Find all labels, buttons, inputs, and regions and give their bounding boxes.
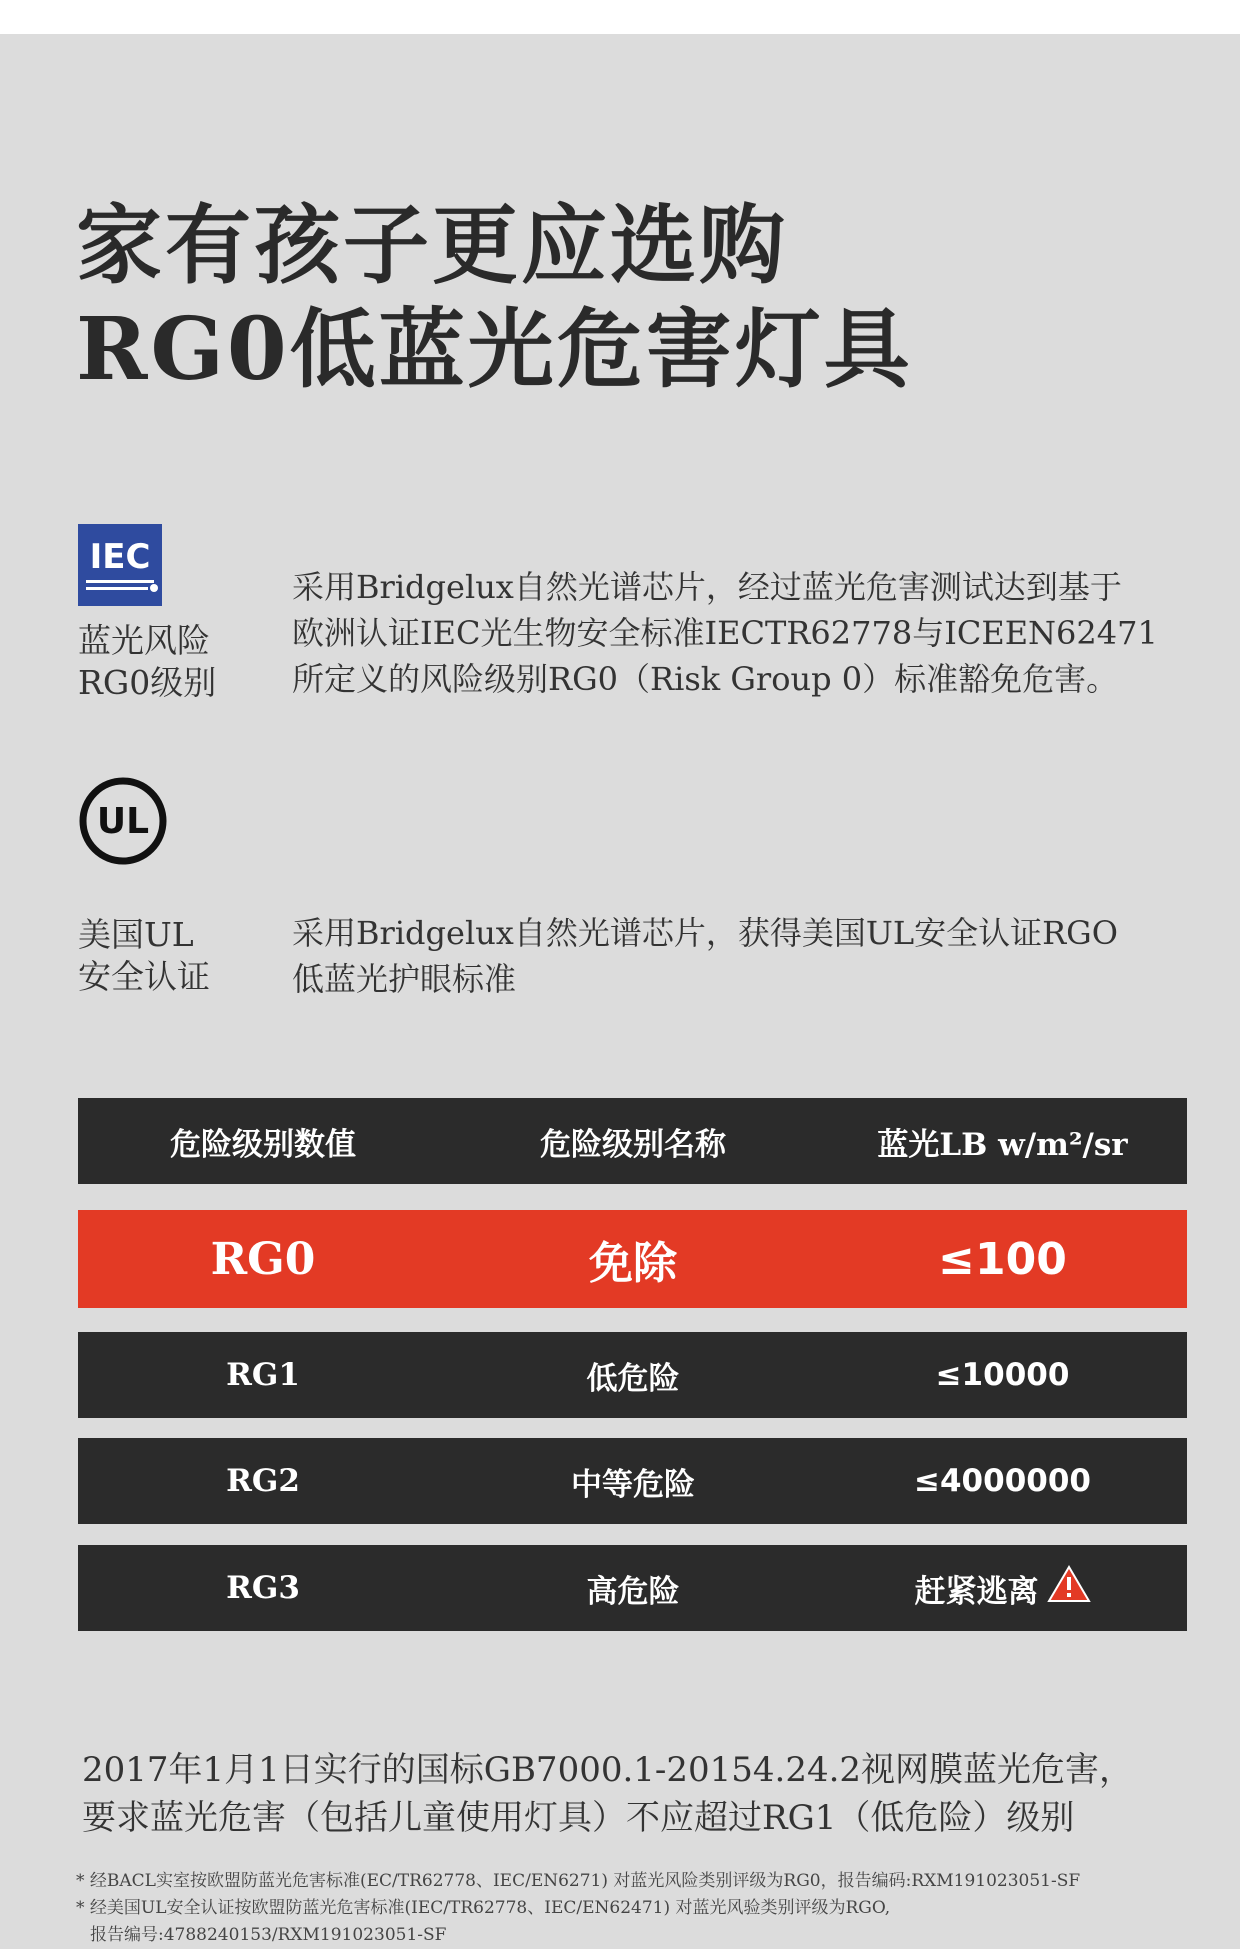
footnote-1: * 经BACL实室按欧盟防蓝光危害标准(EC/TR62778、IEC/EN6271) 对蓝光风险类别评级为RG0，报告编码:RXM191023051-SF xyxy=(76,1871,1081,1891)
cert-ul-label xyxy=(78,914,210,998)
cert-ul-label-1: 美国UL xyxy=(78,915,194,954)
cert-ul-label-2: 安全认证 xyxy=(78,957,210,996)
top-strip xyxy=(0,0,1240,34)
cert-ul-desc-2: 低蓝光护眼标准 xyxy=(292,960,517,998)
row-rg0-value: ≤100 xyxy=(938,1233,1067,1285)
table-row xyxy=(78,1545,1187,1631)
row-rg1-level: RG1 xyxy=(226,1357,300,1393)
header-risk-name: 危险级别名称 xyxy=(540,1126,726,1163)
cert-iec-description xyxy=(292,564,1232,702)
row-rg0-level: RG0 xyxy=(210,1233,316,1285)
page-title xyxy=(76,194,913,402)
header-risk-value: 危险级别数值 xyxy=(170,1126,356,1163)
row-rg2-value: ≤4000000 xyxy=(914,1463,1091,1499)
row-rg1-name: 低危险 xyxy=(586,1360,680,1397)
footer-line-2: 要求蓝光危害（包括儿童使用灯具）不应超过RG1（低危险）级别 xyxy=(82,1798,1075,1838)
row-rg3-name: 高危险 xyxy=(586,1573,680,1610)
footnotes xyxy=(76,1868,1080,1949)
page xyxy=(0,34,1240,1945)
header-blue-light: 蓝光LB w/m²/sr xyxy=(877,1126,1128,1163)
iec-logo-icon xyxy=(78,524,162,610)
cert-iec-label-2: RG0级别 xyxy=(78,663,217,702)
table-row xyxy=(78,1210,1187,1308)
title-line-2: RG0低蓝光危害灯具 xyxy=(76,299,913,400)
ul-logo-icon xyxy=(78,776,168,870)
svg-text:IEC: IEC xyxy=(89,537,151,577)
row-rg2-level: RG2 xyxy=(226,1463,300,1499)
cert-iec-label xyxy=(78,620,216,704)
cert-ul-desc-1: 采用Bridgelux自然光谱芯片，获得美国UL安全认证RGO xyxy=(292,914,1118,952)
footnote-3: 报告编号:4788240153/RXM191023051-SF xyxy=(90,1925,447,1945)
footnote-2: * 经美国UL安全认证按欧盟防蓝光危害标准(IEC/TR62778、IEC/EN62471) 对蓝光风验类别评级为RGO, xyxy=(76,1898,891,1918)
cert-iec-label-1: 蓝光风险 xyxy=(78,621,210,660)
cert-iec-desc-2: 欧洲认证IEC光生物安全标准IECTR62778与ICEEN62471 xyxy=(292,614,1158,652)
footer-line-1: 2017年1月1日实行的国标GB7000.1-20154.24.2视网膜蓝光危害， xyxy=(82,1750,1134,1790)
cert-iec-desc-3: 所定义的风险级别RG0（Risk Group 0）标准豁免危害。 xyxy=(292,660,1119,698)
footer-standard-note xyxy=(82,1746,1133,1842)
cert-ul-description xyxy=(292,910,1232,1002)
warning-triangle-icon xyxy=(1047,1565,1091,1611)
table-row xyxy=(78,1438,1187,1524)
row-rg0-name: 免除 xyxy=(589,1238,677,1289)
row-rg3-value-cell xyxy=(818,1545,1187,1631)
table-header xyxy=(78,1098,1187,1184)
row-rg3-level: RG3 xyxy=(226,1570,300,1606)
row-rg3-value: 赶紧逃离 xyxy=(914,1573,1039,1610)
title-line-1: 家有孩子更应选购 xyxy=(76,195,788,296)
table-row xyxy=(78,1332,1187,1418)
cert-iec-desc-1: 采用Bridgelux自然光谱芯片，经过蓝光危害测试达到基于 xyxy=(292,568,1122,606)
svg-text:UL: UL xyxy=(96,801,150,842)
row-rg1-value: ≤10000 xyxy=(935,1357,1070,1393)
row-rg2-name: 中等危险 xyxy=(571,1466,695,1503)
